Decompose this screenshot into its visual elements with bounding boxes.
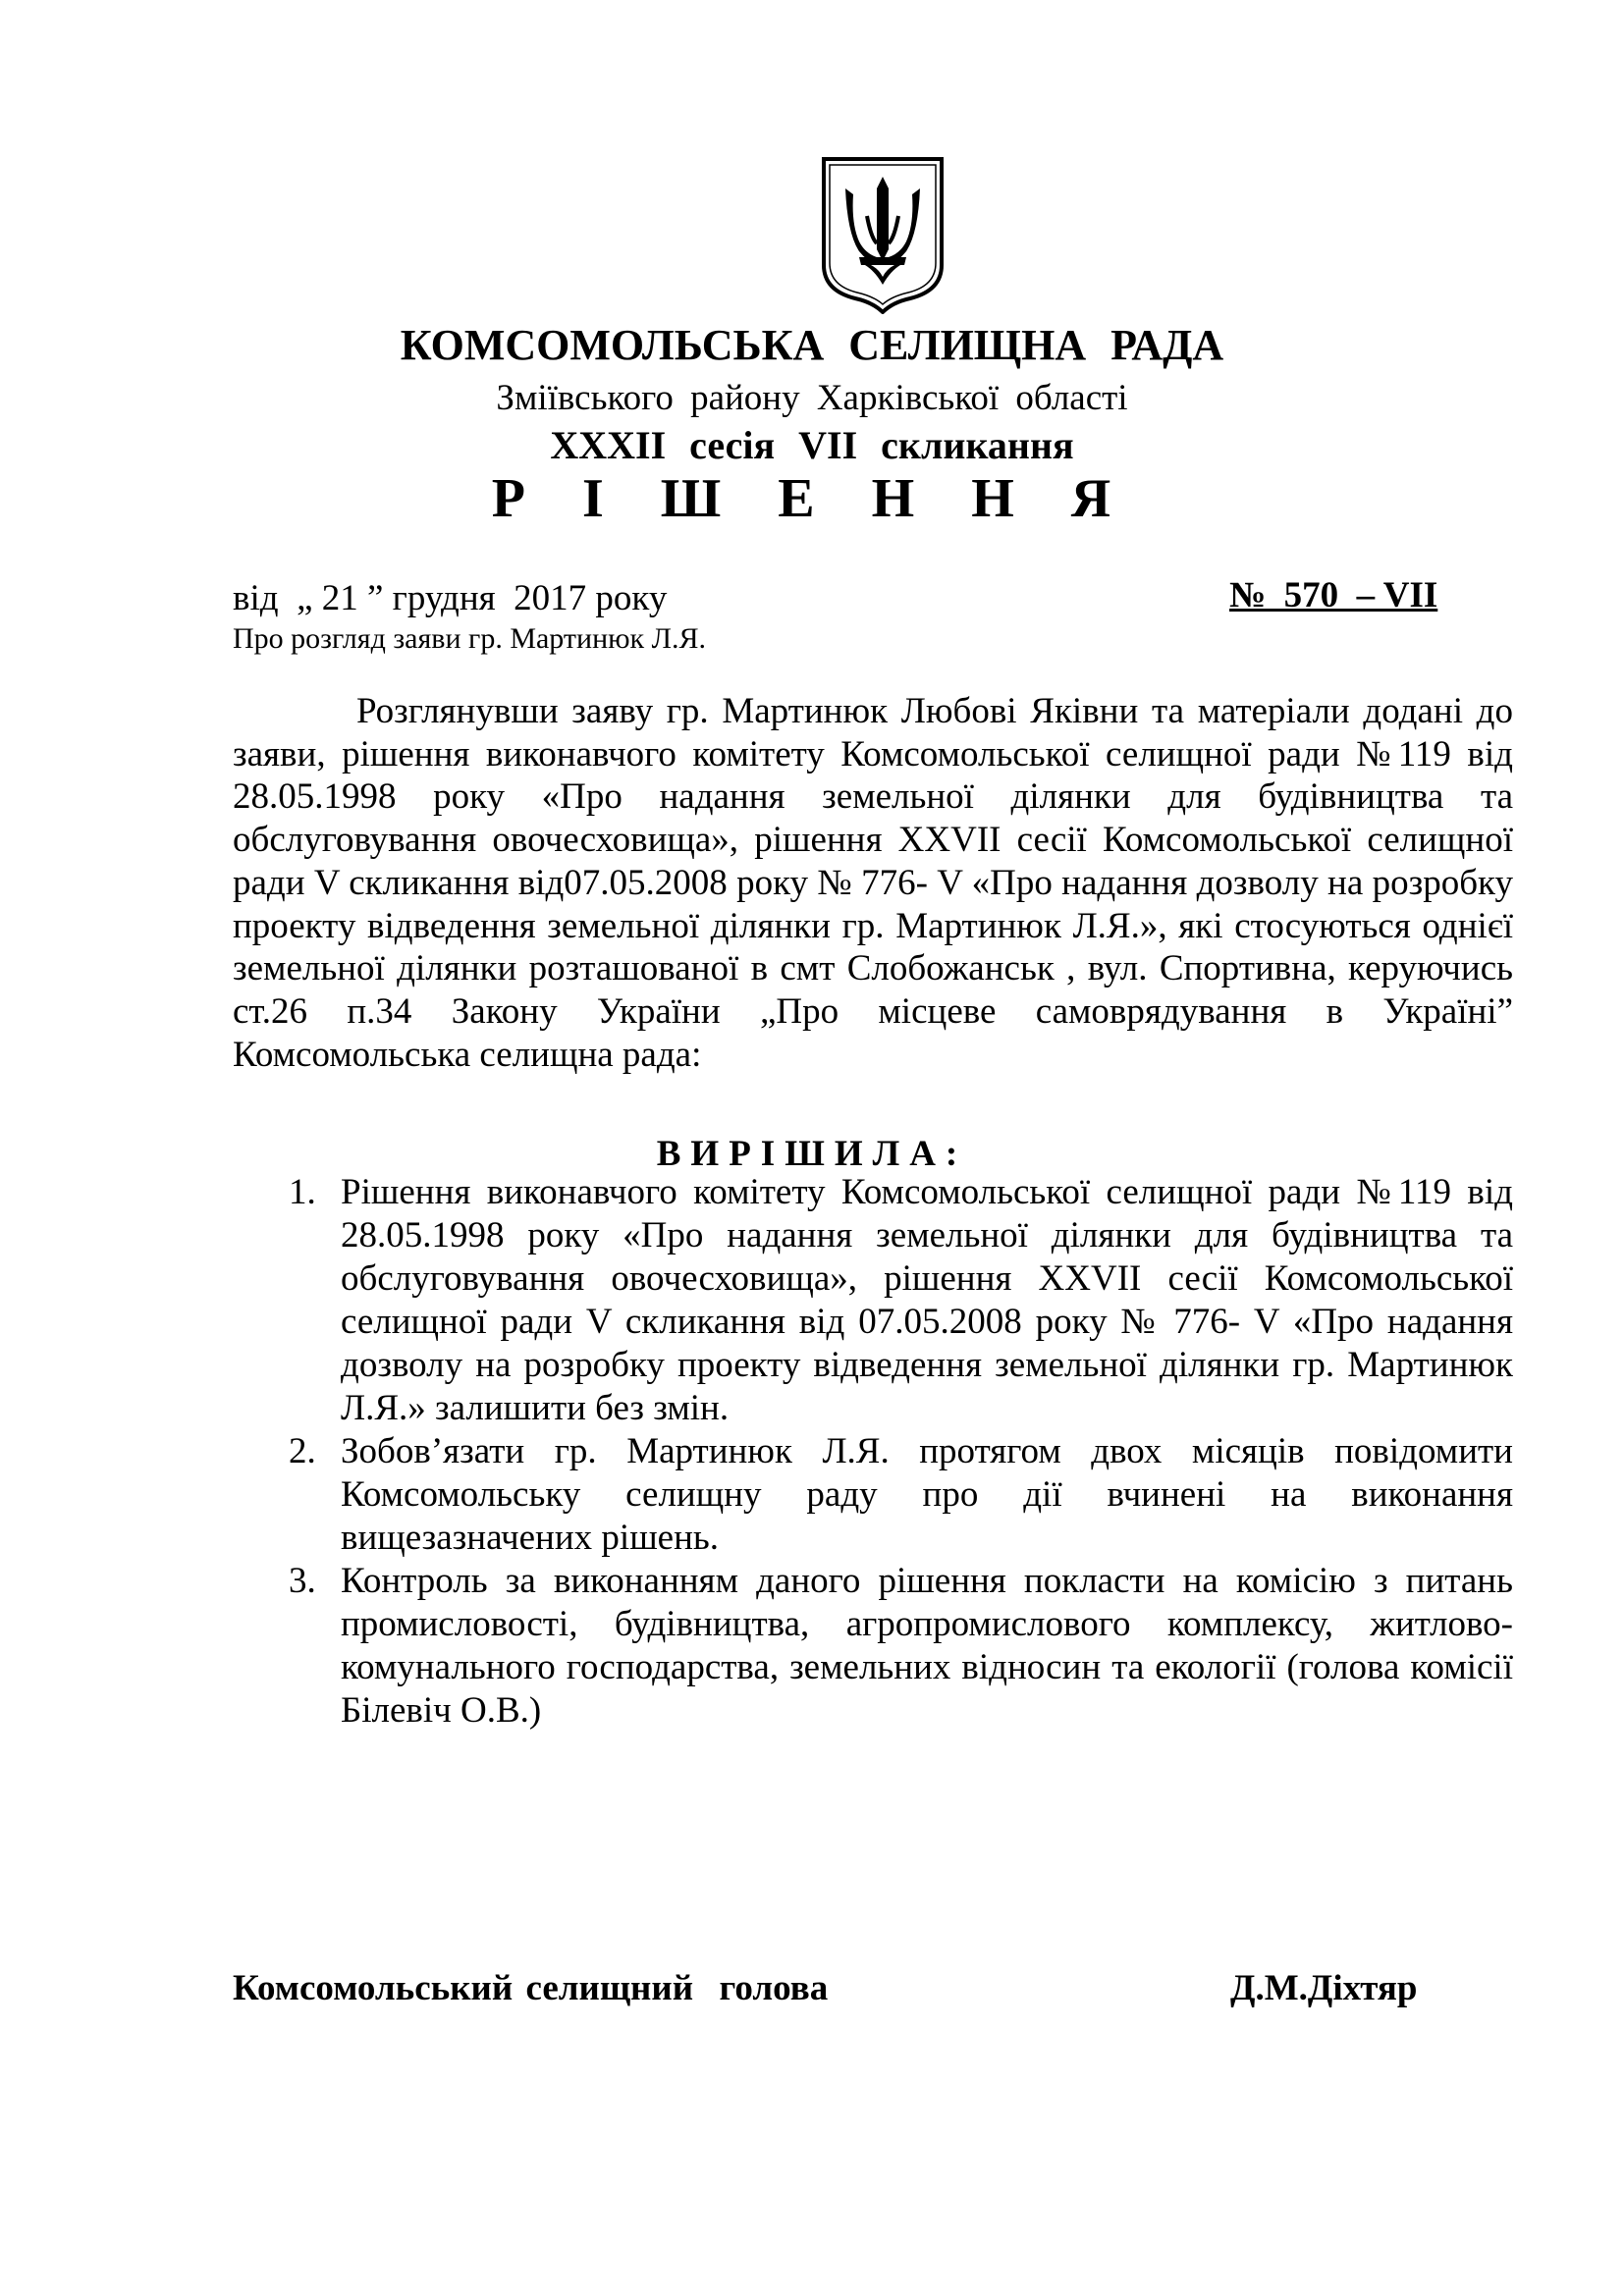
item-number: 1. (289, 1172, 316, 1212)
intro-paragraph: Розглянувши заяву гр. Мартинюк Любові Яківни та матеріали додані до заяви, рішення виконавчого комітету Комсомольської селищної ради №119 від 28.05.1998 року «Про надання земельної ділянки для будівництва та обслуговування овочесховища», рішення XXVII сесії Комсомольської селищної ради V скликання від07.05.2008 року № 776- V «Про надання дозволу на розробку проекту відведення земельної ділянки гр. Мартинюк Л.Я.», які стосуються однієї земельної ділянки розташованої в смт Слобожанськ , вул. Спортивна, керуючись ст.26 п.34 Закону України „Про місцеве самоврядування в Україні” Комсомольська селищна рада: (233, 691, 1513, 1075)
decision-items (277, 1171, 1513, 1733)
decision-subject: Про розгляд заяви гр. Мартинюк Л.Я. (233, 622, 706, 655)
item-text: Зобов’язати гр. Мартинюк Л.Я. протягом двох місяців повідомити Комсомольську селищну раду про дії вчинені на виконання вищезазначених рішень. (341, 1431, 1513, 1558)
decision-item-2 (277, 1430, 1513, 1560)
district-line: Зміївського району Харківської області (496, 378, 1128, 418)
decision-item-3 (277, 1560, 1513, 1733)
coat-of-arms-icon (820, 155, 946, 314)
decided-heading: ВИРІШИЛА: (656, 1134, 968, 1174)
item-number: 3. (289, 1561, 316, 1601)
item-number: 2. (289, 1431, 316, 1471)
item-text: Рішення виконавчого комітету Комсомольської селищної ради №119 від 28.05.1998 року «Про надання земельної ділянки для будівництва та обслуговування овочесховища», рішення XXVII сесії Комсомольської селищної ради V скликання від 07.05.2008 року № 776- V «Про надання дозволу на розробку проекту відведення земельної ділянки гр. Мартинюк Л.Я.» залишити без змін. (341, 1172, 1513, 1428)
signatory-name: Д.М.Діхтяр (1230, 1968, 1418, 2008)
decision-date: від „ 21 ” грудня 2017 року (233, 578, 668, 618)
decision-number: № 570 – VII (1229, 575, 1438, 615)
signatory-title: Комсомольський селищний голова (233, 1968, 829, 2008)
session-line: XXXII сесія VII скликання (550, 423, 1074, 467)
decision-title: Р І Ш Е Н Н Я (491, 468, 1133, 529)
item-text: Контроль за виконанням даного рішення покласти на комісію з питань промисловості, будівництва, агропромислового комплексу, житлово-комунального господарства, земельних відносин та екології (голова комісії Білевіч О.В.) (341, 1561, 1513, 1731)
council-name: КОМСОМОЛЬСЬКА СЕЛИЩНА РАДА (400, 321, 1224, 369)
decision-item-1 (277, 1171, 1513, 1430)
